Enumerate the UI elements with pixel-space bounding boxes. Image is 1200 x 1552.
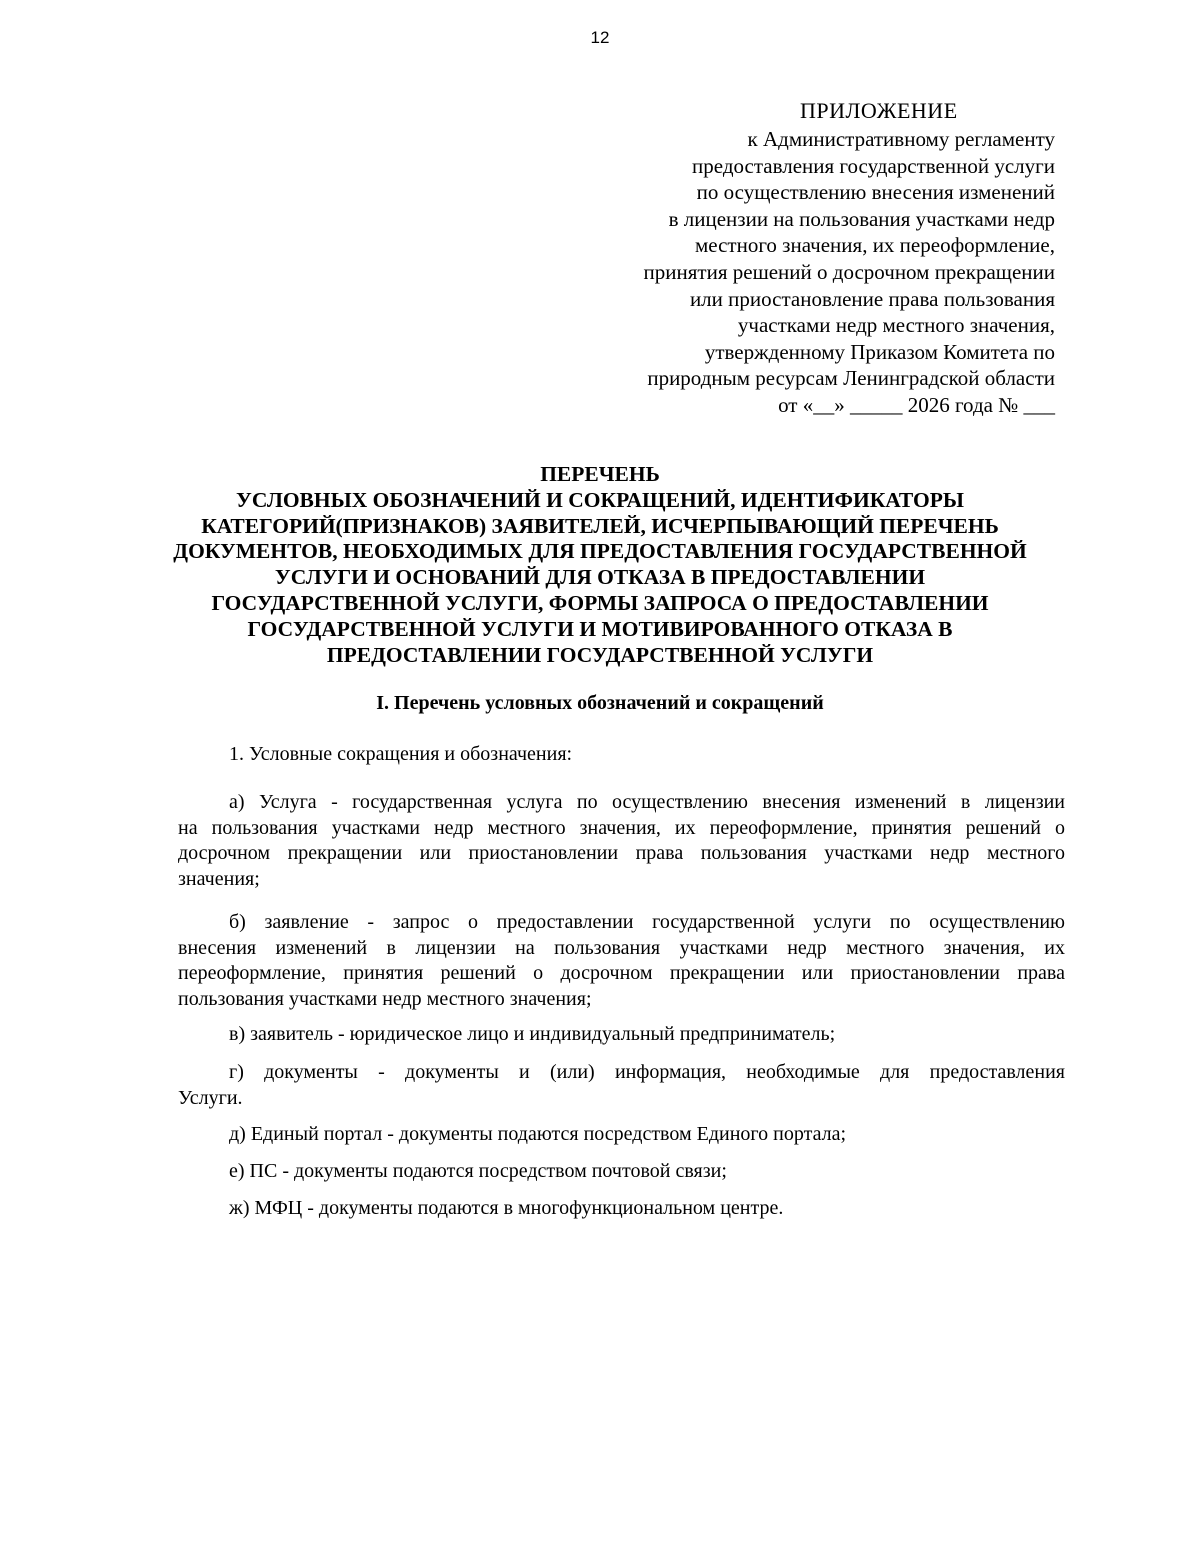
paragraph-line: пользования участками недр местного значения;	[178, 987, 592, 1010]
title-line: УСЛОВНЫХ ОБОЗНАЧЕНИЙ И СОКРАЩЕНИЙ, ИДЕНТИФИКАТОРЫ	[236, 487, 964, 512]
paragraph-b	[178, 910, 1065, 1012]
paragraph-v	[178, 1022, 1065, 1048]
paragraph-line: внесения изменений в лицензии на пользования участками недр местного значения, их	[178, 936, 1065, 959]
title-line: УСЛУГИ И ОСНОВАНИЙ ДЛЯ ОТКАЗА В ПРЕДОСТАВЛЕНИИ	[274, 565, 926, 590]
paragraph-line: значения;	[178, 867, 260, 890]
paragraph-1	[178, 742, 1065, 768]
appendix-line: принятия решений о досрочном прекращении	[643, 259, 1055, 284]
appendix-line: участками недр местного значения,	[737, 313, 1055, 338]
paragraph-line: в) заявитель - юридическое лицо и индивидуальный предприниматель;	[229, 1023, 836, 1045]
paragraph-line: г) документы - документы и (или) информация, необходимые для предоставления	[229, 1061, 1065, 1083]
title-line: КАТЕГОРИЙ(ПРИЗНАКОВ) ЗАЯВИТЕЛЕЙ, ИСЧЕРПЫВАЮЩИЙ ПЕРЕЧЕНЬ	[201, 513, 999, 538]
title-line: ДОКУМЕНТОВ, НЕОБХОДИМЫХ ДЛЯ ПРЕДОСТАВЛЕНИЯ ГОСУДАРСТВЕННОЙ	[173, 539, 1027, 564]
paragraph-line: д) Единый портал - документы подаются посредством Единого портала;	[229, 1123, 847, 1145]
paragraph-a	[178, 790, 1065, 892]
paragraph-line: ж) МФЦ - документы подаются в многофункциональном центре.	[229, 1197, 784, 1219]
appendix-line: по осуществлению внесения изменений	[696, 180, 1055, 205]
paragraph-line: а) Услуга - государственная услуга по осуществлению внесения изменений в лицензии	[229, 791, 1065, 813]
paragraph-line: Услуги.	[178, 1086, 243, 1109]
title-line: ГОСУДАРСТВЕННОЙ УСЛУГИ И МОТИВИРОВАННОГО ОТКАЗА В	[247, 616, 953, 641]
paragraph-line: е) ПС - документы подаются посредством почтовой связи;	[229, 1160, 727, 1182]
title-line: ПРЕДОСТАВЛЕНИИ ГОСУДАРСТВЕННОЙ УСЛУГИ	[326, 642, 874, 667]
document-title	[0, 462, 1200, 668]
paragraph-e	[178, 1159, 1065, 1185]
title-line: ПЕРЕЧЕНЬ	[540, 462, 660, 486]
appendix-title: ПРИЛОЖЕНИЕ	[800, 98, 958, 123]
paragraph-line: на пользования участками недр местного значения, их переоформление, принятия решений о	[178, 816, 1065, 839]
paragraph-d	[178, 1122, 1065, 1148]
paragraph-line: б) заявление - запрос о предоставлении государственной услуги по осуществлению	[229, 911, 1065, 933]
paragraph-line: досрочном прекращении или приостановлении права пользования участками недр местного	[178, 842, 1065, 864]
page-number: 12	[590, 28, 610, 47]
appendix-line: природным ресурсам Ленинградской области	[647, 366, 1055, 391]
appendix-line: к Административному регламенту	[747, 127, 1055, 151]
appendix-line: или приостановление права пользования	[689, 286, 1055, 311]
paragraph-g	[178, 1060, 1065, 1111]
appendix-line: в лицензии на пользования участками недр	[668, 206, 1055, 231]
appendix-line: утвержденному Приказом Комитета по	[704, 339, 1055, 364]
appendix-line: местного значения, их переоформление,	[694, 233, 1055, 258]
paragraph-zh	[178, 1196, 1065, 1222]
paragraph-line: переоформление, принятия решений о досрочном прекращении или приостановлении права	[178, 962, 1065, 984]
appendix-date-line: от «__» _____ 2026 года № ___	[778, 392, 1055, 417]
appendix-line: предоставления государственной услуги	[692, 153, 1055, 178]
appendix-caption	[644, 126, 1055, 419]
section-heading: I. Перечень условных обозначений и сокращений	[376, 692, 824, 714]
title-line: ГОСУДАРСТВЕННОЙ УСЛУГИ, ФОРМЫ ЗАПРОСА О ПРЕДОСТАВЛЕНИИ	[211, 590, 989, 615]
paragraph-line: 1. Условные сокращения и обозначения:	[229, 743, 573, 765]
